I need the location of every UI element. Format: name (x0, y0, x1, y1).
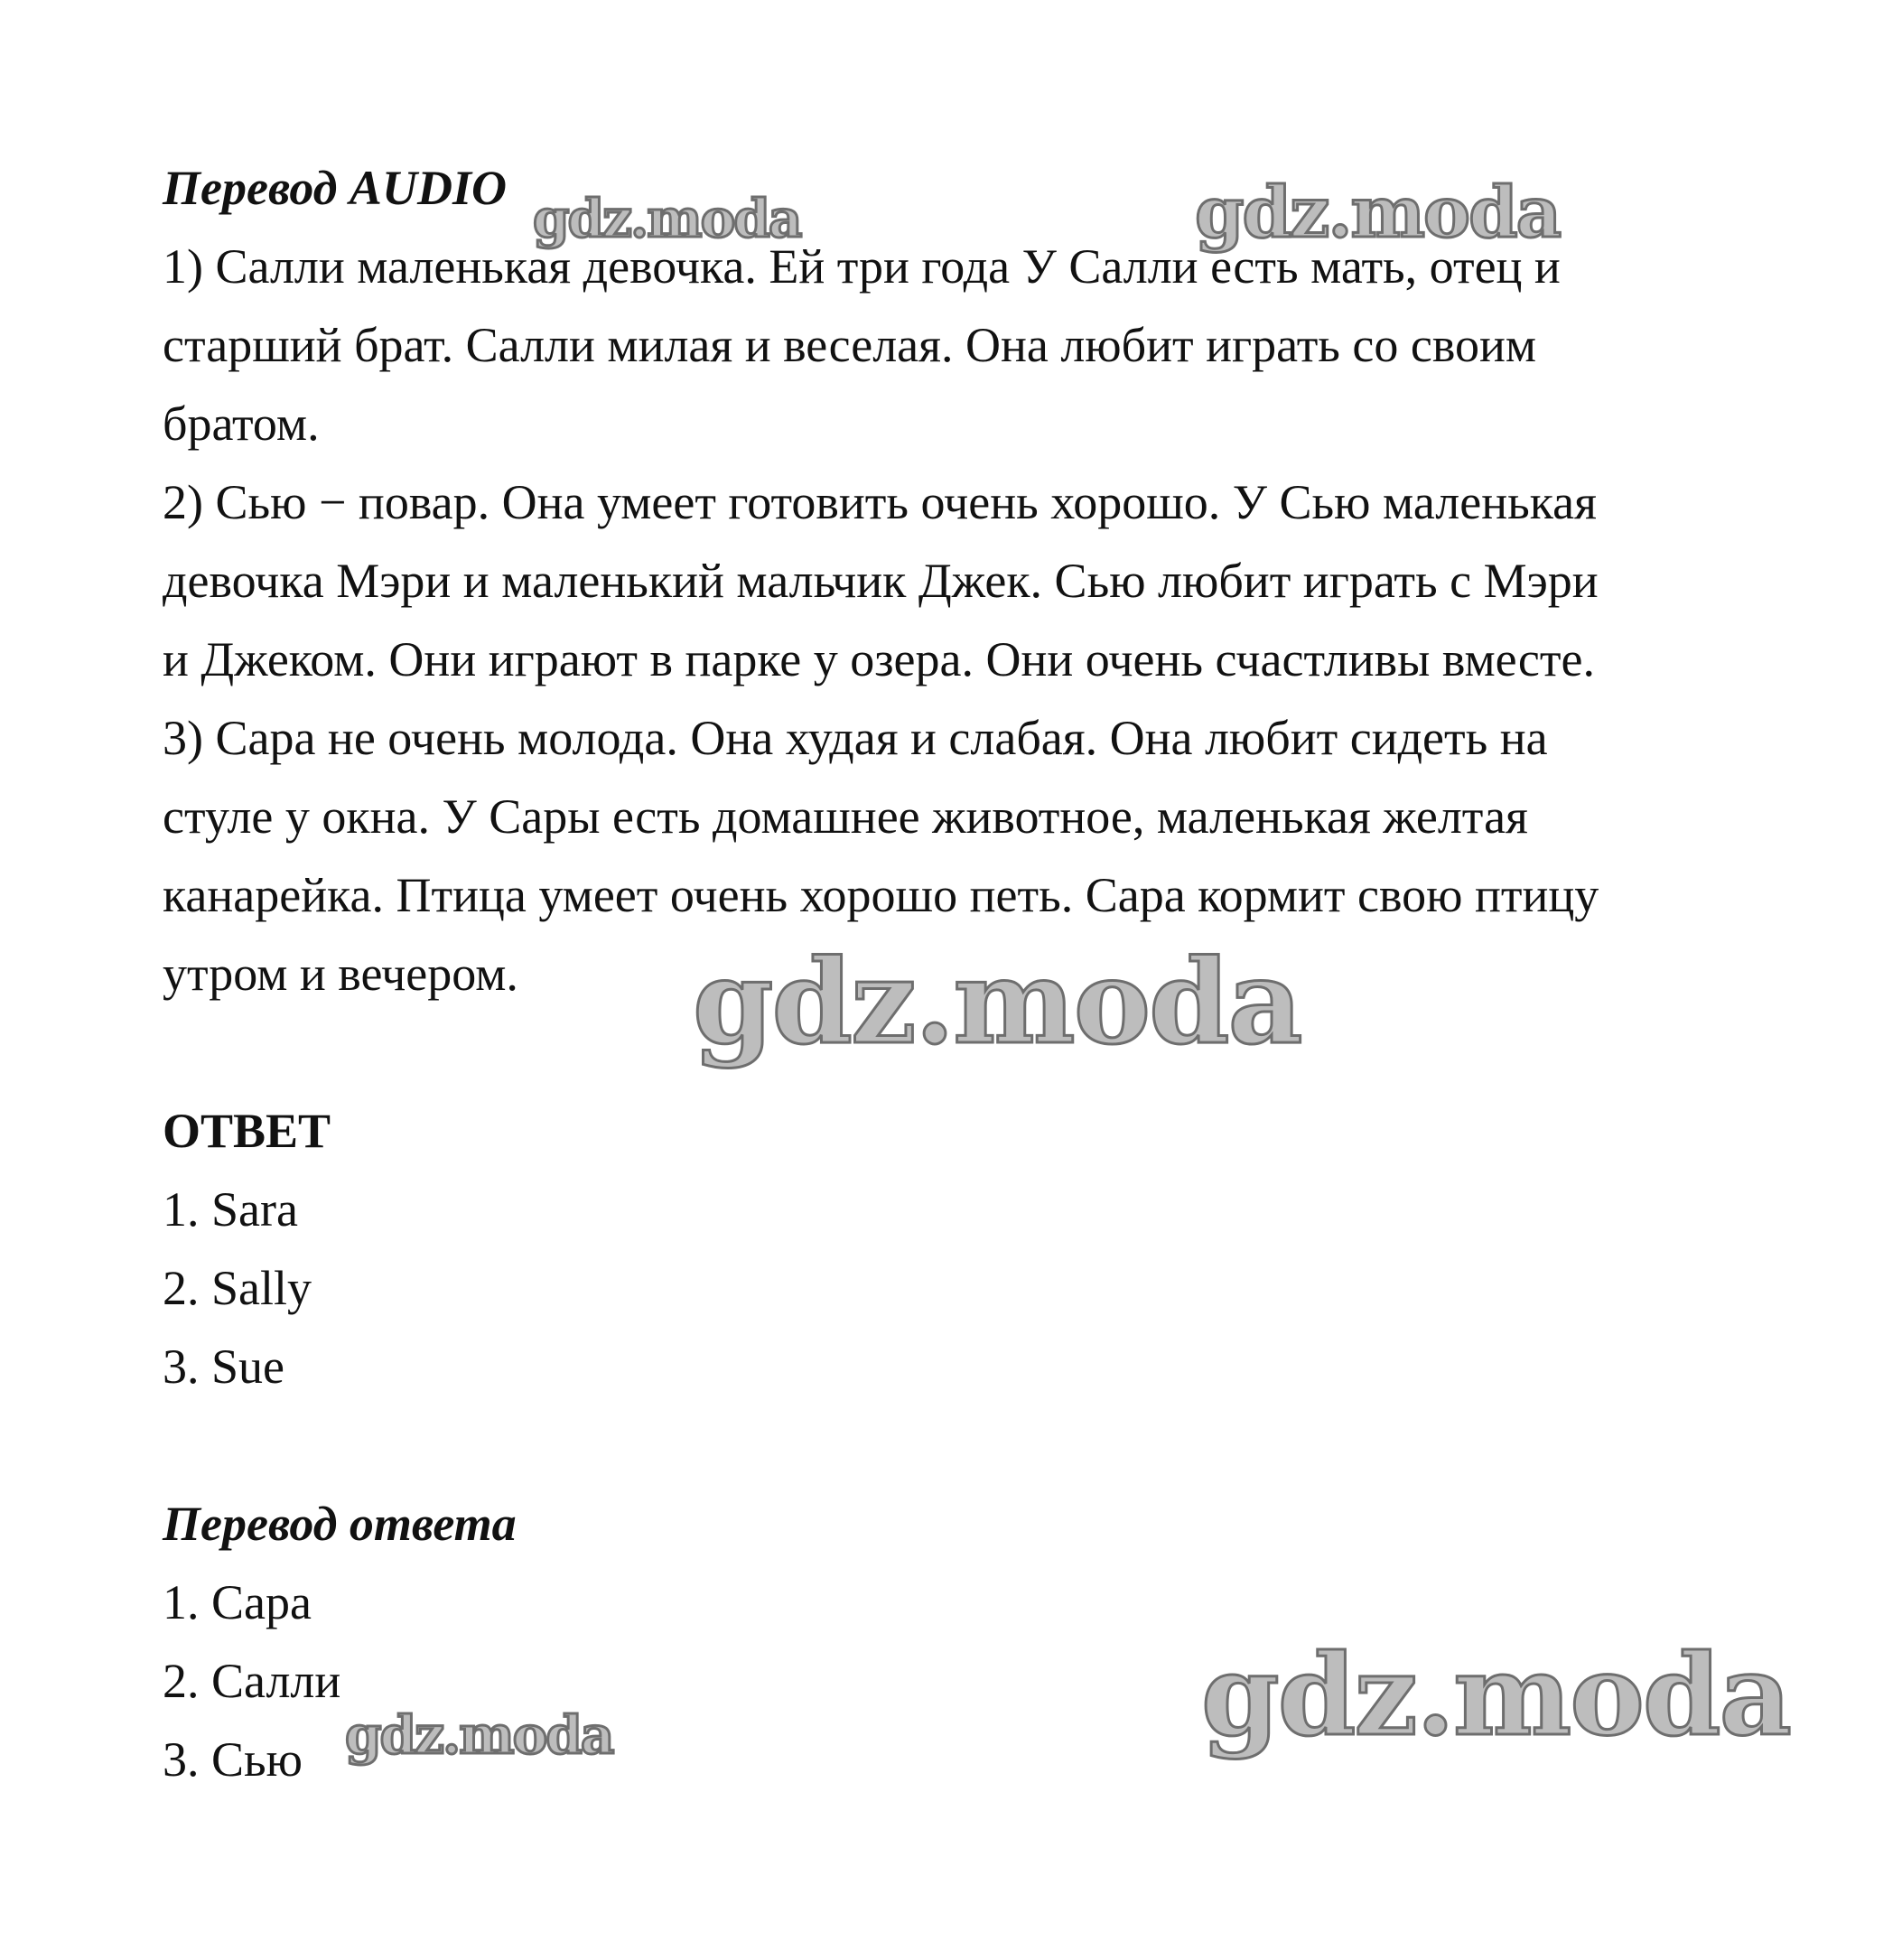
answer-heading: ОТВЕТ (163, 1104, 331, 1158)
audio-translation-line: 3) Сара не очень молода. Она худая и слабая. Она любит сидеть на (163, 711, 1548, 765)
watermark: gdz.moda (1201, 1630, 1790, 1761)
answer-item: 1. Sara (163, 1182, 298, 1237)
watermark: gdz.moda (1195, 172, 1561, 254)
audio-translation-line: канарейка. Птица умеет очень хорошо петь. Сара кормит свою птицу (163, 868, 1599, 922)
answer-translation-item: 3. Сью (163, 1732, 303, 1787)
answer-translation-item: 2. Салли (163, 1654, 341, 1708)
audio-translation-line: старший брат. Салли милая и веселая. Она любит играть со своим (163, 318, 1537, 372)
audio-translation-line: стуле у окна. У Сары есть домашнее животное, маленькая желтая (163, 789, 1528, 844)
answer-item: 3. Sue (163, 1339, 284, 1394)
audio-translation-line: братом. (163, 397, 320, 451)
answer-item: 2. Sally (163, 1261, 312, 1315)
answer-translation-heading: Перевод ответа (163, 1497, 517, 1551)
watermark: gdz.moda (345, 1704, 613, 1766)
audio-translation-line: утром и вечером. (163, 947, 518, 1001)
answer-translation-item: 1. Сара (163, 1575, 312, 1629)
watermark: gdz.moda (693, 935, 1301, 1070)
audio-translation-line: 2) Сью − повар. Она умеет готовить очень хорошо. У Сью маленькая (163, 475, 1597, 529)
audio-translation-line: 1) Салли маленькая девочка. Ей три года У Салли есть мать, отец и (163, 239, 1561, 294)
watermark: gdz.moda (533, 188, 801, 249)
audio-translation-line: девочка Мэри и маленький мальчик Джек. Сью любит играть с Мэри (163, 554, 1599, 608)
audio-translation-line: и Джеком. Они играют в парке у озера. Они очень счастливы вместе. (163, 632, 1595, 686)
audio-translation-heading: Перевод AUDIO (163, 161, 507, 215)
